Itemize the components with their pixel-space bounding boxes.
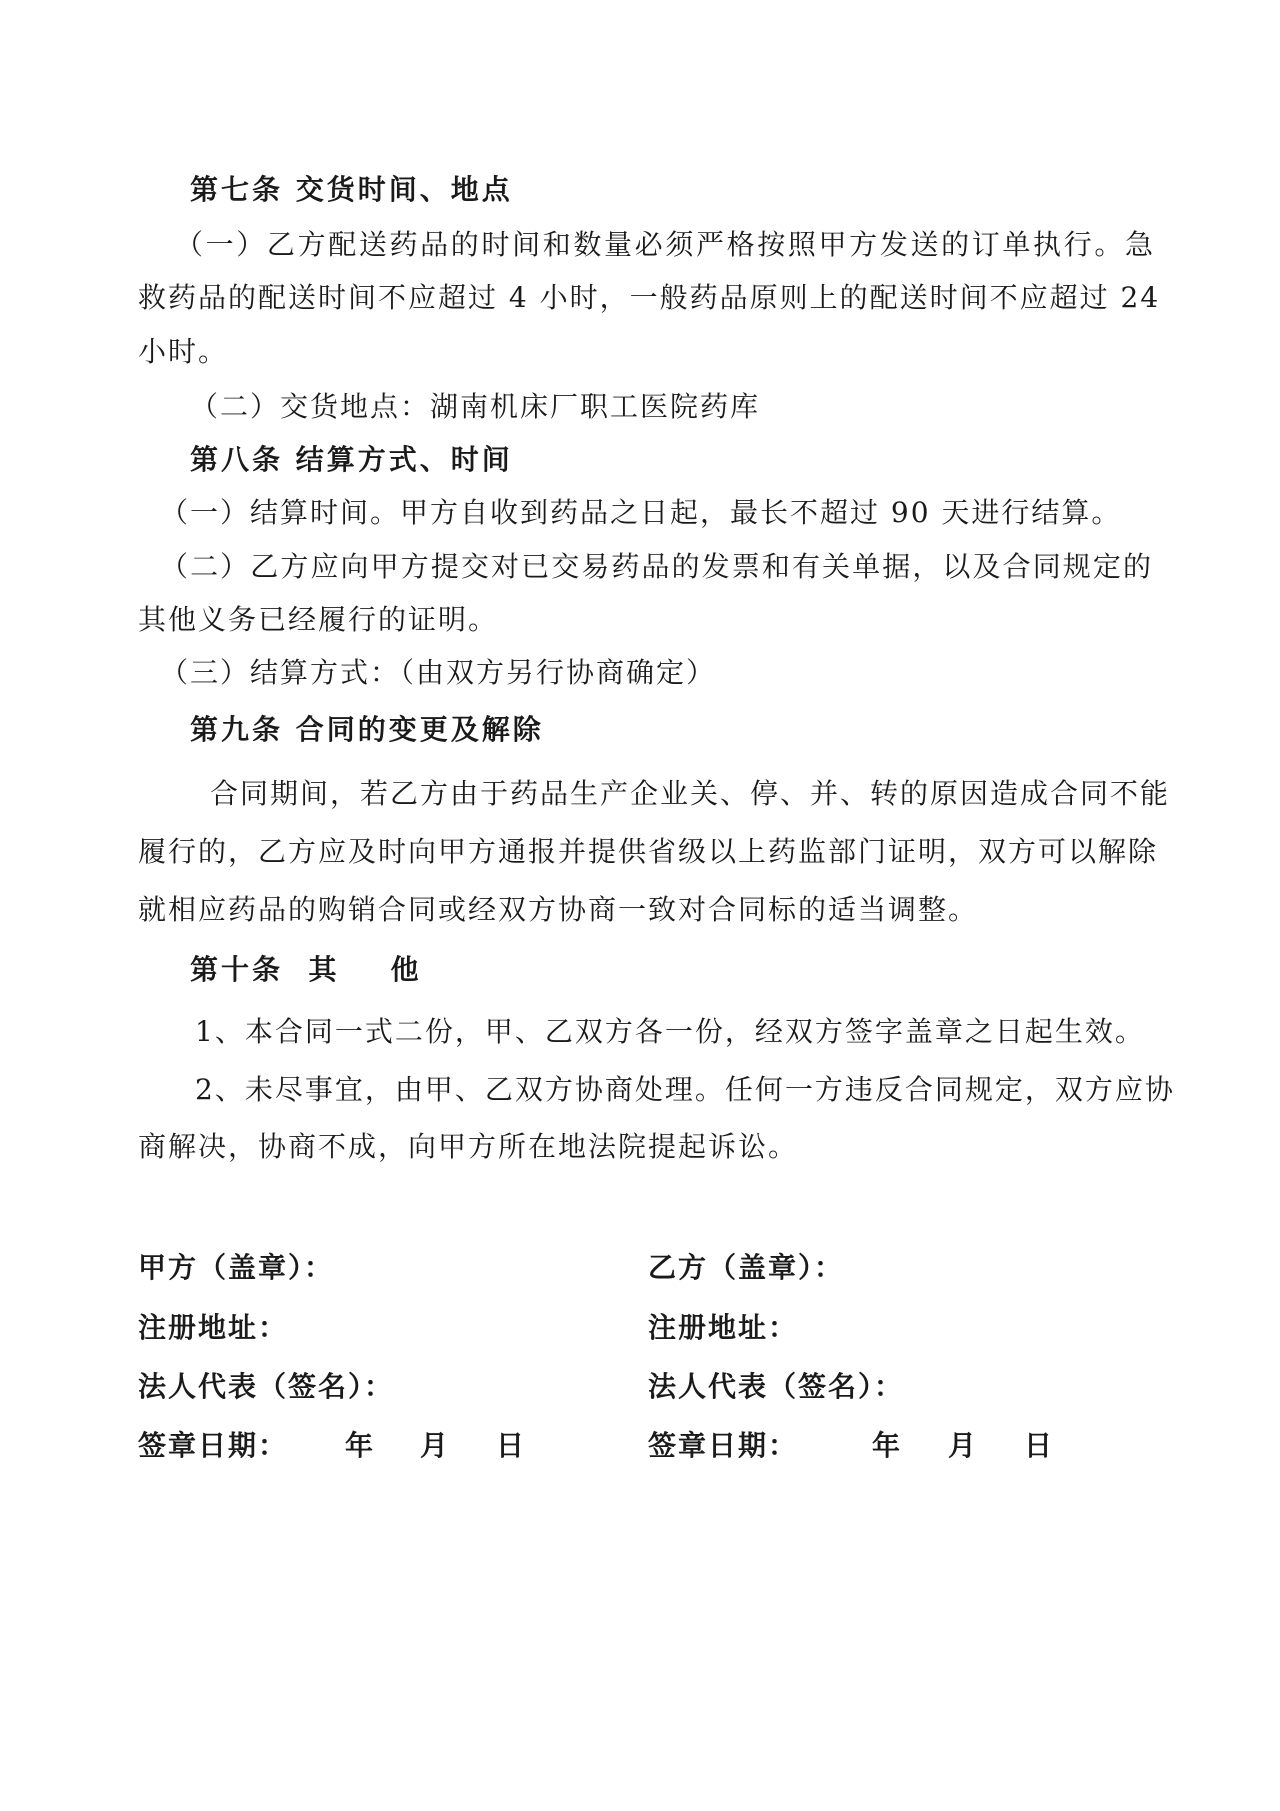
article-7-paragraph-2: （二）交货地点：湖南机床厂职工医院药库 [190,390,761,423]
party-a-address-label: 注册地址： [138,1311,289,1344]
article-8-paragraph-1: （一）结算时间。甲方自收到药品之日起，最长不超过 90 天进行结算。 [160,496,1122,529]
article-7-paragraph-1-line-1: （一）乙方配送药品的时间和数量必须严格按照甲方发送的订单执行。急 [175,228,1155,261]
article-10-heading: 第十条 其 他 [190,953,422,986]
article-10-paragraph-1: 1、本合同一式二份，甲、乙双方各一份，经双方签字盖章之日起生效。 [195,1015,1145,1048]
article-7-paragraph-1-line-2: 救药品的配送时间不应超过 4 小时，一般药品原则上的配送时间不应超过 24 [138,281,1161,314]
article-7-paragraph-1-line-3: 小时。 [138,335,229,368]
article-8-heading: 第八条 结算方式、时间 [190,443,513,476]
party-a-date-label: 签章日期： [138,1429,289,1462]
article-8-paragraph-3: （三）结算方式：（由双方另行协商确定） [160,656,717,689]
party-a-seal-label: 甲方（盖章）： [138,1251,335,1284]
article-9-paragraph-line-1: 合同期间，若乙方由于药品生产企业关、停、并、转的原因造成合同不能 [210,777,1171,810]
article-8-paragraph-2-line-1: （二）乙方应向甲方提交对已交易药品的发票和有关单据，以及合同规定的 [160,550,1153,583]
party-b-date-year: 年 [872,1429,901,1462]
party-b-date-day: 日 [1024,1429,1053,1462]
article-9-heading: 第九条 合同的变更及解除 [190,713,544,746]
article-10-paragraph-2-line-1: 2、未尽事宜，由甲、乙双方协商处理。任何一方违反合同规定，双方应协 [195,1073,1175,1106]
article-7-heading: 第七条 交货时间、地点 [190,173,513,206]
party-b-address-label: 注册地址： [648,1311,799,1344]
article-8-paragraph-2-line-2: 其他义务已经履行的证明。 [138,603,499,636]
party-b-date-month: 月 [948,1429,977,1462]
party-a-date-year: 年 [345,1429,374,1462]
party-b-seal-label: 乙方（盖章）： [648,1251,845,1284]
article-10-paragraph-2-line-2: 商解决，协商不成，向甲方所在地法院提起诉讼。 [138,1130,799,1163]
party-a-date-day: 日 [496,1429,525,1462]
party-a-date-month: 月 [420,1429,449,1462]
article-9-paragraph-line-2: 履行的，乙方应及时向甲方通报并提供省级以上药监部门证明，双方可以解除 [138,835,1159,868]
article-9-paragraph-line-3: 就相应药品的购销合同或经双方协商一致对合同标的适当调整。 [138,893,979,926]
party-b-legal-rep-label: 法人代表（签名）： [648,1370,905,1403]
party-b-date-label: 签章日期： [648,1429,799,1462]
party-a-legal-rep-label: 法人代表（签名）： [138,1370,395,1403]
